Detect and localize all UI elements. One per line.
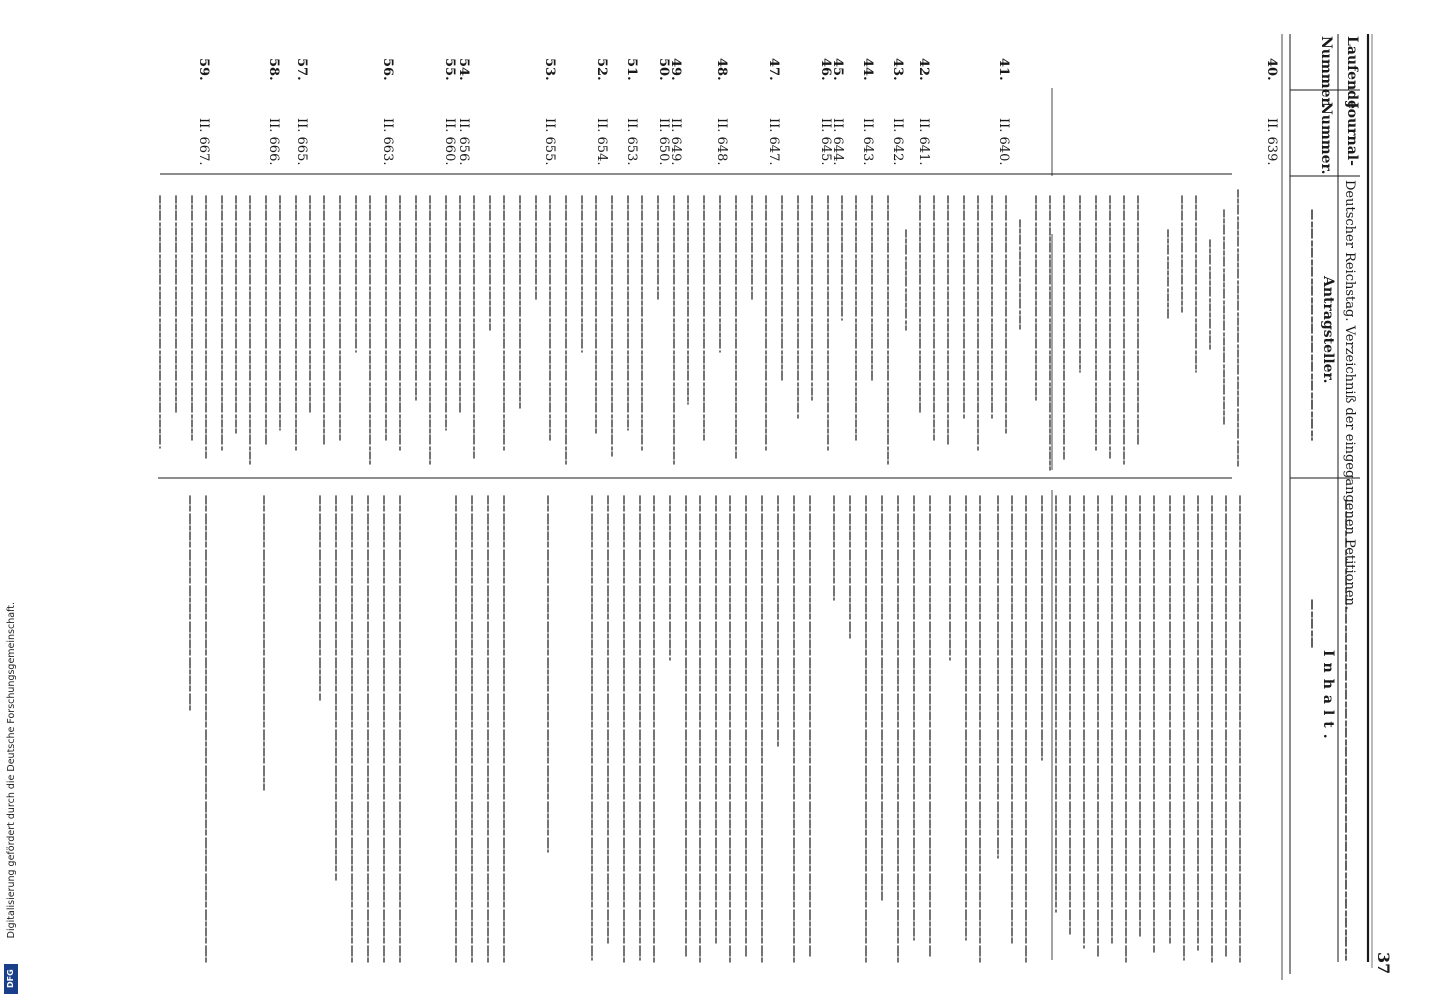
journal-number: II. 643.	[860, 118, 875, 166]
header-journal-number-2: Nummer.	[1318, 102, 1334, 175]
journal-number: II. 655.	[542, 118, 557, 166]
page-title: Deutscher Reichstag. Verzeichniß der eingegangenen Petitionen.	[1342, 180, 1357, 611]
running-number: 42.	[916, 58, 931, 81]
running-number: 44.	[860, 58, 875, 81]
running-number: 53.	[542, 58, 557, 81]
running-number: 40.	[1264, 58, 1279, 81]
header-petitioner: Antragsteller.	[1320, 276, 1336, 384]
footer-credit: Digitalisierung gefördert durch die Deutsche Forschungsgemeinschaft.	[6, 602, 17, 939]
journal-number: II. 640.	[996, 118, 1011, 166]
journal-number: II. 660.	[442, 118, 457, 166]
header-content: Inhalt.	[1320, 650, 1336, 745]
journal-number: II. 656.	[456, 118, 471, 166]
running-number: 55.	[442, 58, 457, 81]
running-number: 48.	[714, 58, 729, 81]
journal-number: II. 647.	[766, 118, 781, 166]
running-number: 57.	[294, 58, 309, 81]
running-number: 47.	[766, 58, 781, 81]
header-running-number-1: Laufende	[1344, 36, 1360, 109]
journal-number: II. 653.	[624, 118, 639, 166]
running-number: 52.	[594, 58, 609, 81]
running-number: 49.	[668, 58, 683, 81]
journal-number: II. 642.	[890, 118, 905, 166]
header-journal-number-1: Journal-	[1344, 102, 1360, 166]
journal-number: II. 649.	[668, 118, 683, 166]
journal-number: II. 645.	[818, 118, 833, 166]
journal-number: II. 641.	[916, 118, 931, 166]
journal-number: II. 654.	[594, 118, 609, 166]
journal-number: II. 639.	[1264, 118, 1279, 166]
running-number: 56.	[380, 58, 395, 81]
journal-number: II. 666.	[266, 118, 281, 166]
running-number: 45.	[830, 58, 845, 81]
journal-number: II. 667.	[196, 118, 211, 166]
running-number: 54.	[456, 58, 471, 81]
journal-number: II. 665.	[294, 118, 309, 166]
running-number: 59.	[196, 58, 211, 81]
journal-number: II. 644.	[830, 118, 845, 166]
running-number: 51.	[624, 58, 639, 81]
journal-number: II. 648.	[714, 118, 729, 166]
running-number: 58.	[266, 58, 281, 81]
dfg-logo: DFG	[4, 964, 18, 994]
running-number: 46.	[818, 58, 833, 81]
journal-number: II. 663.	[380, 118, 395, 166]
page-number: 37	[1374, 952, 1393, 975]
running-number: 43.	[890, 58, 905, 81]
header-running-number-2: Nummer.	[1318, 36, 1334, 109]
running-number: 50.	[656, 58, 671, 81]
running-number: 41.	[996, 58, 1011, 81]
journal-number: II. 650.	[656, 118, 671, 166]
